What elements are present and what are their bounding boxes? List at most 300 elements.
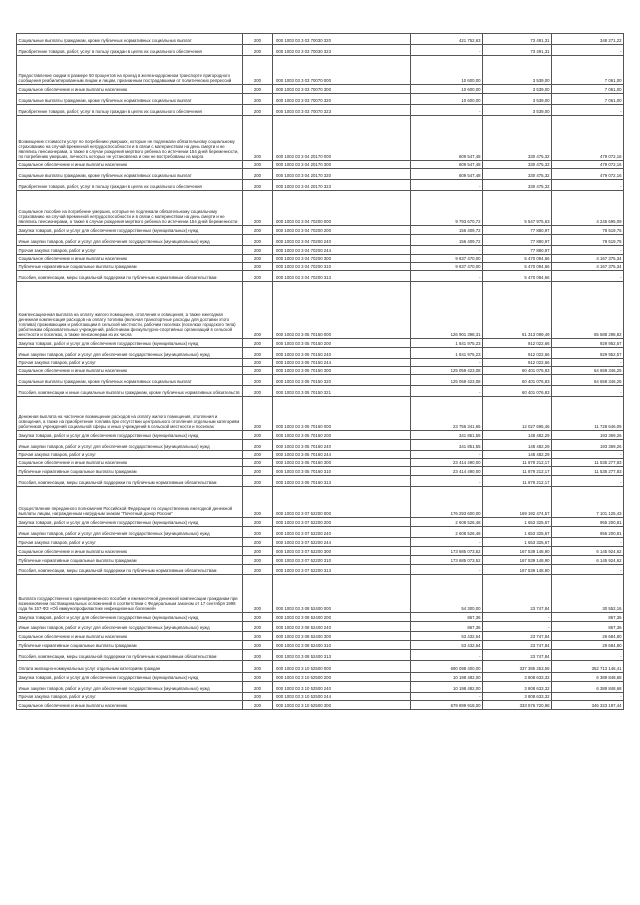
row-line-code: 200	[243, 673, 273, 682]
row-executed-amount: 337 385 253,59	[483, 661, 552, 673]
row-executed-amount: 148 482,29	[483, 451, 552, 459]
row-budget-code: 000 1003 03 3 08 52400 000	[273, 575, 411, 613]
row-executed-amount: 23 747,84	[483, 641, 552, 650]
table-row	[17, 116, 624, 161]
row-budget-code: 000 1003 03 3 05 70150 321	[273, 386, 411, 397]
row-unexecuted-amount: 955 200,81	[552, 527, 624, 538]
row-executed-amount: 169 192 474,57	[483, 487, 552, 518]
table-row	[17, 682, 624, 693]
row-unexecuted-amount: 65 588 298,82	[552, 282, 624, 339]
row-unexecuted-amount: -	[552, 650, 624, 661]
row-approved-amount: -	[411, 650, 483, 661]
row-budget-code: 000 1003 03 3 04 70200 240	[273, 235, 411, 246]
row-name: Закупка товаров, работ и услуг для обеспечения государственных (муниципальных) нужд	[17, 613, 243, 622]
row-approved-amount: -	[411, 386, 483, 397]
row-unexecuted-amount: -	[552, 105, 624, 116]
row-line-code: 200	[243, 161, 273, 169]
row-unexecuted-amount: 64 658 346,25	[552, 375, 624, 386]
row-budget-code: 000 1003 03 3 07 52200 240	[273, 527, 411, 538]
row-approved-amount: 125 059 423,08	[411, 367, 483, 375]
row-approved-amount: 341 851,55	[411, 440, 483, 451]
row-name: Социальное обеспечение и иные выплаты населению	[17, 459, 243, 467]
row-budget-code: 000 1003 03 3 05 70150 320	[273, 375, 411, 386]
row-name: Публичные нормативные социальные выплаты гражданам	[17, 556, 243, 565]
row-line-code: 200	[243, 246, 273, 255]
row-name: Осуществление переданного полномочия Российской Федерации по осуществлению ежегодной денежной выплаты лицам, награжденным нагрудным знаком "Почетный донор России"	[17, 487, 243, 518]
row-approved-amount: 421 752,63	[411, 34, 483, 45]
table-row	[17, 367, 624, 375]
row-name: Возмещение стоимости услуг по погребению умерших, которые не подлежали обязательному социальному страхованию на случай временной нетрудоспособности и в связи с материнством на день смерти и не являлись пенсионерами, а также в случае рождения мертвого ребенка по истечении 154 дней беременности, по погребению умерших, личность которых не установлена и они не востребованы из морга	[17, 116, 243, 161]
row-line-code: 200	[243, 235, 273, 246]
row-name: Прочая закупка товаров, работ и услуг	[17, 538, 243, 547]
table-row	[17, 650, 624, 661]
row-unexecuted-amount: -	[552, 180, 624, 191]
row-executed-amount: 3 539,00	[483, 105, 552, 116]
row-line-code: 200	[243, 397, 273, 431]
row-budget-code: 000 1003 03 3 04 20170 000	[273, 116, 411, 161]
row-line-code: 200	[243, 169, 273, 180]
row-line-code: 200	[243, 632, 273, 641]
row-approved-amount: 809 547,48	[411, 161, 483, 169]
row-name: Закупка товаров, работ и услуг для обеспечения государственных (муниципальных) нужд	[17, 673, 243, 682]
row-unexecuted-amount: 479 072,16	[552, 161, 624, 169]
row-budget-code: 000 1003 03 3 03 70030 323	[273, 45, 411, 56]
table-row	[17, 375, 624, 386]
row-approved-amount: -	[411, 45, 483, 56]
row-name: Пособия, компенсации, меры социальной поддержки по публичным нормативным обязательствам	[17, 271, 243, 282]
table-row	[17, 467, 624, 476]
row-approved-amount: 2 608 526,48	[411, 527, 483, 538]
row-budget-code: 000 1003 03 3 04 20170 323	[273, 180, 411, 191]
row-unexecuted-amount: 6 145 924,62	[552, 556, 624, 565]
row-line-code: 200	[243, 538, 273, 547]
row-unexecuted-amount: 6 145 924,62	[552, 547, 624, 556]
row-executed-amount: 1 653 325,67	[483, 518, 552, 527]
row-approved-amount: 23 756 341,65	[411, 397, 483, 431]
row-approved-amount: 2 608 526,48	[411, 518, 483, 527]
row-unexecuted-amount: 78 519,75	[552, 235, 624, 246]
row-approved-amount: 341 851,55	[411, 431, 483, 440]
table-row	[17, 518, 624, 527]
row-approved-amount: -	[411, 693, 483, 701]
table-row	[17, 226, 624, 235]
row-line-code: 200	[243, 263, 273, 271]
row-unexecuted-amount: -	[552, 693, 624, 701]
row-executed-amount: 5 470 094,66	[483, 255, 552, 263]
row-name: Прочая закупка товаров, работ и услуг	[17, 246, 243, 255]
row-name: Приобретение товаров, работ, услуг в пользу граждан в целях их социального обеспечения	[17, 180, 243, 191]
row-budget-code: 000 1003 03 3 10 52500 244	[273, 693, 411, 701]
row-executed-amount: 60 401 076,83	[483, 367, 552, 375]
table-row	[17, 622, 624, 632]
table-row	[17, 282, 624, 339]
row-approved-amount: -	[411, 105, 483, 116]
table-row	[17, 476, 624, 487]
row-executed-amount: 3 539,00	[483, 85, 552, 94]
row-unexecuted-amount: 30 552,16	[552, 575, 624, 613]
row-budget-code: 000 1003 03 3 04 70200 310	[273, 263, 411, 271]
row-name: Приобретение товаров, работ, услуг в пользу граждан в целях их социального обеспечения	[17, 45, 243, 56]
row-unexecuted-amount: 7 061,00	[552, 56, 624, 85]
row-approved-amount: 9 637 470,00	[411, 263, 483, 271]
row-name: Пособия, компенсации, меры социальной поддержки по публичным нормативным обязательствам	[17, 650, 243, 661]
row-budget-code: 000 1003 03 3 05 70160 310	[273, 467, 411, 476]
row-executed-amount: 330 475,32	[483, 116, 552, 161]
row-approved-amount: 156 409,72	[411, 235, 483, 246]
row-approved-amount: 10 198 482,00	[411, 673, 483, 682]
row-line-code: 200	[243, 487, 273, 518]
row-unexecuted-amount: -	[552, 246, 624, 255]
row-line-code: 200	[243, 386, 273, 397]
row-budget-code: 000 1003 03 3 05 70160 313	[273, 476, 411, 487]
row-approved-amount: 125 059 423,08	[411, 375, 483, 386]
row-line-code: 200	[243, 375, 273, 386]
row-approved-amount: -	[411, 246, 483, 255]
row-name: Иные закупки товаров, работ и услуг для обеспечения государственных (муниципальных) нужд	[17, 348, 243, 359]
row-approved-amount: -	[411, 565, 483, 575]
row-approved-amount: 679 899 918,00	[411, 701, 483, 710]
table-row	[17, 538, 624, 547]
row-unexecuted-amount: -	[552, 45, 624, 56]
row-unexecuted-amount: 11 535 277,83	[552, 459, 624, 467]
row-budget-code: 000 1003 03 3 05 70150 240	[273, 348, 411, 359]
table-row	[17, 105, 624, 116]
row-executed-amount: -	[483, 613, 552, 622]
row-line-code: 200	[243, 613, 273, 622]
row-unexecuted-amount: 78 519,75	[552, 226, 624, 235]
row-approved-amount: 173 685 073,52	[411, 547, 483, 556]
row-executed-amount: 912 022,66	[483, 348, 552, 359]
row-executed-amount: 330 475,32	[483, 161, 552, 169]
row-line-code: 200	[243, 527, 273, 538]
table-row	[17, 339, 624, 348]
row-approved-amount: -	[411, 180, 483, 191]
row-executed-amount: 3 539,00	[483, 56, 552, 85]
row-executed-amount: 330 475,32	[483, 169, 552, 180]
row-unexecuted-amount: 346 323 197,44	[552, 701, 624, 710]
row-line-code: 200	[243, 34, 273, 45]
row-budget-code: 000 1003 03 3 05 70160 000	[273, 397, 411, 431]
row-executed-amount: 333 576 720,98	[483, 701, 552, 710]
row-line-code: 200	[243, 467, 273, 476]
row-name: Социальное обеспечение и иные выплаты населению	[17, 547, 243, 556]
row-approved-amount: 1 841 975,23	[411, 348, 483, 359]
row-name: Социальное обеспечение и иные выплаты населению	[17, 701, 243, 710]
row-line-code: 200	[243, 255, 273, 263]
row-name: Денежная выплата на частичное возмещение расходов на оплату жилого помещения, отопления и освещения, а также на приобретение топлива при отсутствии центрального отопления отдельным категориям работников учреждений социальной сферы и иных учреждений в сельской местности и поселках	[17, 397, 243, 431]
table-row	[17, 386, 624, 397]
row-unexecuted-amount: -	[552, 386, 624, 397]
row-executed-amount: 3 808 633,32	[483, 682, 552, 693]
table-row	[17, 180, 624, 191]
row-budget-code: 000 1003 03 3 05 70160 240	[273, 440, 411, 451]
table-row	[17, 45, 624, 56]
row-approved-amount: 9 793 670,72	[411, 191, 483, 226]
row-line-code: 200	[243, 476, 273, 487]
row-executed-amount: 3 808 633,32	[483, 673, 552, 682]
row-name: Закупка товаров, работ и услуг для обеспечения государственных (муниципальных) нужд	[17, 339, 243, 348]
row-unexecuted-amount: -	[552, 538, 624, 547]
row-unexecuted-amount: 4 245 695,09	[552, 191, 624, 226]
row-line-code: 200	[243, 701, 273, 710]
row-name: Социальные выплаты гражданам, кроме публичных нормативных социальных выплат	[17, 94, 243, 105]
table-row	[17, 255, 624, 263]
row-budget-code: 000 1003 03 3 03 70070 000	[273, 56, 411, 85]
row-unexecuted-amount: 348 271,22	[552, 34, 624, 45]
row-name: Социальное обеспечение и иные выплаты населению	[17, 632, 243, 641]
table-row	[17, 451, 624, 459]
row-budget-code: 000 1003 03 3 03 70030 320	[273, 34, 411, 45]
row-budget-code: 000 1003 03 3 04 70200 200	[273, 226, 411, 235]
table-row	[17, 556, 624, 565]
row-line-code: 200	[243, 440, 273, 451]
table-row	[17, 169, 624, 180]
row-executed-amount: 1 653 325,67	[483, 527, 552, 538]
row-budget-code: 000 1003 03 3 04 70200 000	[273, 191, 411, 226]
row-budget-code: 000 1003 03 3 04 70200 244	[273, 246, 411, 255]
row-line-code: 200	[243, 556, 273, 565]
table-row	[17, 565, 624, 575]
table-row	[17, 693, 624, 701]
row-executed-amount: 11 879 212,17	[483, 467, 552, 476]
row-name: Иные закупки товаров, работ и услуг для обеспечения государственных (муниципальных) нужд	[17, 682, 243, 693]
row-budget-code: 000 1003 03 3 08 52400 240	[273, 622, 411, 632]
row-line-code: 200	[243, 518, 273, 527]
row-name: Иные закупки товаров, работ и услуг для обеспечения государственных (муниципальных) нужд	[17, 622, 243, 632]
row-line-code: 200	[243, 45, 273, 56]
table-row	[17, 487, 624, 518]
row-name: Закупка товаров, работ и услуг для обеспечения государственных (муниципальных) нужд	[17, 226, 243, 235]
row-name: Выплата государственного единовременного пособия и ежемесячной денежной компенсации гражданам при возникновении поствакцинальных осложнений в соответствии с Федеральным законом от 17 сентября 1998 года № 157-ФЗ «Об иммунопрофилактике инфекционных болезней»	[17, 575, 243, 613]
row-name: Прочая закупка товаров, работ и услуг	[17, 359, 243, 367]
row-name: Компенсационная выплата на оплату жилого помещения, отопления и освещения, а также ежегодная денежная компенсация расходов на оплату топлива (включая транспортные расходы для доставки этого топлива) проживающим и работающим в сельской местности, рабочим поселках (поселках городского типа) работникам образовательных учреждений, работникам физкультурно-спортивных организаций в сельской местности и поселках, а также пенсионерам из их числа	[17, 282, 243, 339]
row-line-code: 200	[243, 339, 273, 348]
row-unexecuted-amount: 867,36	[552, 622, 624, 632]
row-unexecuted-amount: 6 389 848,68	[552, 682, 624, 693]
row-line-code: 200	[243, 575, 273, 613]
row-approved-amount: 867,36	[411, 613, 483, 622]
table-row	[17, 440, 624, 451]
row-executed-amount: 167 539 148,90	[483, 565, 552, 575]
row-line-code: 200	[243, 622, 273, 632]
row-name: Социальное обеспечение и иные выплаты населению	[17, 161, 243, 169]
row-approved-amount: -	[411, 538, 483, 547]
table-row	[17, 235, 624, 246]
table-row	[17, 263, 624, 271]
row-executed-amount: 77 880,97	[483, 246, 552, 255]
row-budget-code: 000 1003 03 3 07 52200 313	[273, 565, 411, 575]
row-budget-code: 000 1003 03 3 04 70200 313	[273, 271, 411, 282]
row-name: Публичные нормативные социальные выплаты гражданам	[17, 467, 243, 476]
row-name: Закупка товаров, работ и услуг для обеспечения государственных (муниципальных) нужд	[17, 431, 243, 440]
row-executed-amount: 5 470 094,66	[483, 263, 552, 271]
row-executed-amount: 23 747,84	[483, 632, 552, 641]
row-unexecuted-amount: 6 389 848,68	[552, 673, 624, 682]
row-unexecuted-amount: -	[552, 451, 624, 459]
row-approved-amount: 156 409,72	[411, 226, 483, 235]
row-approved-amount: 9 637 470,00	[411, 255, 483, 263]
row-budget-code: 000 1003 03 3 05 70150 244	[273, 359, 411, 367]
row-executed-amount: 11 879 212,17	[483, 459, 552, 467]
budget-execution-table	[16, 33, 624, 710]
row-approved-amount: 23 414 490,00	[411, 459, 483, 467]
row-executed-amount: 61 313 099,49	[483, 282, 552, 339]
row-executed-amount: 73 491,31	[483, 34, 552, 45]
row-approved-amount: 173 685 073,52	[411, 556, 483, 565]
row-approved-amount: 867,36	[411, 622, 483, 632]
table-row	[17, 246, 624, 255]
table-row	[17, 348, 624, 359]
row-line-code: 200	[243, 348, 273, 359]
row-name: Публичные нормативные социальные выплаты гражданам	[17, 641, 243, 650]
row-executed-amount: 60 401 076,83	[483, 386, 552, 397]
row-unexecuted-amount: 11 535 277,83	[552, 467, 624, 476]
row-unexecuted-amount: 867,36	[552, 613, 624, 622]
row-budget-code: 000 1003 03 3 05 70160 200	[273, 431, 411, 440]
row-executed-amount: 73 491,31	[483, 45, 552, 56]
row-executed-amount: 23 747,84	[483, 575, 552, 613]
row-approved-amount: 809 547,48	[411, 169, 483, 180]
table-row	[17, 397, 624, 431]
row-line-code: 200	[243, 367, 273, 375]
row-unexecuted-amount: 929 952,57	[552, 348, 624, 359]
table-row	[17, 34, 624, 45]
row-budget-code: 000 1003 03 3 04 20170 320	[273, 169, 411, 180]
row-executed-amount: 11 879 212,17	[483, 476, 552, 487]
row-name: Социальные выплаты гражданам, кроме публичных нормативных социальных выплат	[17, 34, 243, 45]
row-name: Прочая закупка товаров, работ и услуг	[17, 693, 243, 701]
row-budget-code: 000 1003 03 3 03 70070 300	[273, 85, 411, 94]
row-line-code: 200	[243, 565, 273, 575]
row-line-code: 200	[243, 282, 273, 339]
row-approved-amount: -	[411, 359, 483, 367]
row-line-code: 200	[243, 431, 273, 440]
row-budget-code: 000 1003 03 3 10 52500 300	[273, 701, 411, 710]
table-row	[17, 673, 624, 682]
row-approved-amount: 53 432,64	[411, 632, 483, 641]
row-budget-code: 000 1003 03 3 07 52200 000	[273, 487, 411, 518]
row-approved-amount: -	[411, 271, 483, 282]
row-approved-amount: 54 300,00	[411, 575, 483, 613]
row-executed-amount: 912 022,66	[483, 359, 552, 367]
row-name: Пособия, компенсации и иные социальные выплаты гражданам, кроме публичных нормативных обязательств	[17, 386, 243, 397]
row-approved-amount: 126 901 398,31	[411, 282, 483, 339]
row-name: Оплата жилищно-коммунальных услуг отдельным категориям граждан	[17, 661, 243, 673]
row-budget-code: 000 1003 03 3 07 52200 244	[273, 538, 411, 547]
row-budget-code: 000 1003 03 3 10 52500 000	[273, 661, 411, 673]
row-line-code: 200	[243, 191, 273, 226]
table-body	[17, 34, 624, 710]
row-line-code: 200	[243, 271, 273, 282]
row-approved-amount: 690 098 400,00	[411, 661, 483, 673]
row-budget-code: 000 1003 03 3 08 52400 200	[273, 613, 411, 622]
row-line-code: 200	[243, 105, 273, 116]
row-unexecuted-amount: -	[552, 565, 624, 575]
table-row	[17, 641, 624, 650]
table-row	[17, 85, 624, 94]
row-line-code: 200	[243, 693, 273, 701]
row-budget-code: 000 1003 03 3 08 52400 313	[273, 650, 411, 661]
row-budget-code: 000 1003 03 3 03 70070 323	[273, 105, 411, 116]
row-executed-amount: 912 022,66	[483, 339, 552, 348]
table-row	[17, 527, 624, 538]
row-executed-amount: 5 547 975,63	[483, 191, 552, 226]
table-row	[17, 161, 624, 169]
row-line-code: 200	[243, 547, 273, 556]
table-row	[17, 359, 624, 367]
row-name: Приобретение товаров, работ, услуг в пользу граждан в целях их социального обеспечения	[17, 105, 243, 116]
row-line-code: 200	[243, 56, 273, 85]
row-line-code: 200	[243, 359, 273, 367]
row-unexecuted-amount: 7 061,00	[552, 85, 624, 94]
row-budget-code: 000 1003 03 3 03 70070 320	[273, 94, 411, 105]
row-name: Социальное обеспечение и иные выплаты населению	[17, 367, 243, 375]
row-approved-amount: 1 841 975,23	[411, 339, 483, 348]
row-unexecuted-amount: 479 072,16	[552, 169, 624, 180]
row-unexecuted-amount: -	[552, 271, 624, 282]
row-name: Социальные выплаты гражданам, кроме публичных нормативных социальных выплат	[17, 375, 243, 386]
table-row	[17, 94, 624, 105]
row-executed-amount: -	[483, 622, 552, 632]
row-name: Иные закупки товаров, работ и услуг для обеспечения государственных (муниципальных) нужд	[17, 527, 243, 538]
row-name: Социальное пособие на погребение умерших, которые не подлежали обязательному социальному страхованию на случай временной нетрудоспособности и в связи с материнством на день смерти и не являлись пенсионерами, а также в случае рождения мертвого ребенка по истечении 154 дней беременности	[17, 191, 243, 226]
row-executed-amount: 3 808 633,32	[483, 693, 552, 701]
row-name: Социальное обеспечение и иные выплаты населению	[17, 85, 243, 94]
row-executed-amount: 330 475,32	[483, 180, 552, 191]
row-line-code: 200	[243, 459, 273, 467]
row-name: Пособия, компенсации, меры социальной поддержки по публичным нормативным обязательствам	[17, 565, 243, 575]
row-budget-code: 000 1003 03 3 07 52200 200	[273, 518, 411, 527]
row-budget-code: 000 1003 03 3 05 70150 200	[273, 339, 411, 348]
table-row	[17, 56, 624, 85]
row-unexecuted-amount: 193 369,26	[552, 440, 624, 451]
row-unexecuted-amount: 352 713 146,41	[552, 661, 624, 673]
row-budget-code: 000 1003 03 3 05 70160 244	[273, 451, 411, 459]
row-approved-amount: 10 600,00	[411, 94, 483, 105]
row-approved-amount: 809 547,48	[411, 116, 483, 161]
row-executed-amount: 3 539,00	[483, 94, 552, 105]
row-executed-amount: 167 539 148,90	[483, 556, 552, 565]
row-executed-amount: 148 482,29	[483, 431, 552, 440]
row-name: Иные закупки товаров, работ и услуг для обеспечения государственных (муниципальных) нужд	[17, 235, 243, 246]
row-budget-code: 000 1003 03 3 08 52400 310	[273, 641, 411, 650]
row-name: Закупка товаров, работ и услуг для обеспечения государственных (муниципальных) нужд	[17, 518, 243, 527]
row-executed-amount: 77 880,97	[483, 226, 552, 235]
row-name: Прочая закупка товаров, работ и услуг	[17, 451, 243, 459]
row-line-code: 200	[243, 116, 273, 161]
table-row	[17, 632, 624, 641]
row-line-code: 200	[243, 180, 273, 191]
row-unexecuted-amount: 193 369,26	[552, 431, 624, 440]
row-unexecuted-amount: 11 728 646,09	[552, 397, 624, 431]
row-approved-amount: 176 293 600,00	[411, 487, 483, 518]
row-executed-amount: 60 401 076,83	[483, 375, 552, 386]
table-row	[17, 547, 624, 556]
row-approved-amount: -	[411, 451, 483, 459]
row-unexecuted-amount: 955 200,81	[552, 518, 624, 527]
row-unexecuted-amount: 29 684,80	[552, 632, 624, 641]
table-row	[17, 431, 624, 440]
row-unexecuted-amount: 64 658 346,25	[552, 367, 624, 375]
row-line-code: 200	[243, 641, 273, 650]
row-executed-amount: 77 880,97	[483, 235, 552, 246]
row-approved-amount: -	[411, 476, 483, 487]
row-line-code: 200	[243, 661, 273, 673]
row-executed-amount: 148 482,29	[483, 440, 552, 451]
row-name: Социальное обеспечение и иные выплаты населению	[17, 255, 243, 263]
row-budget-code: 000 1003 03 3 07 52200 310	[273, 556, 411, 565]
row-executed-amount: 1 653 325,67	[483, 538, 552, 547]
